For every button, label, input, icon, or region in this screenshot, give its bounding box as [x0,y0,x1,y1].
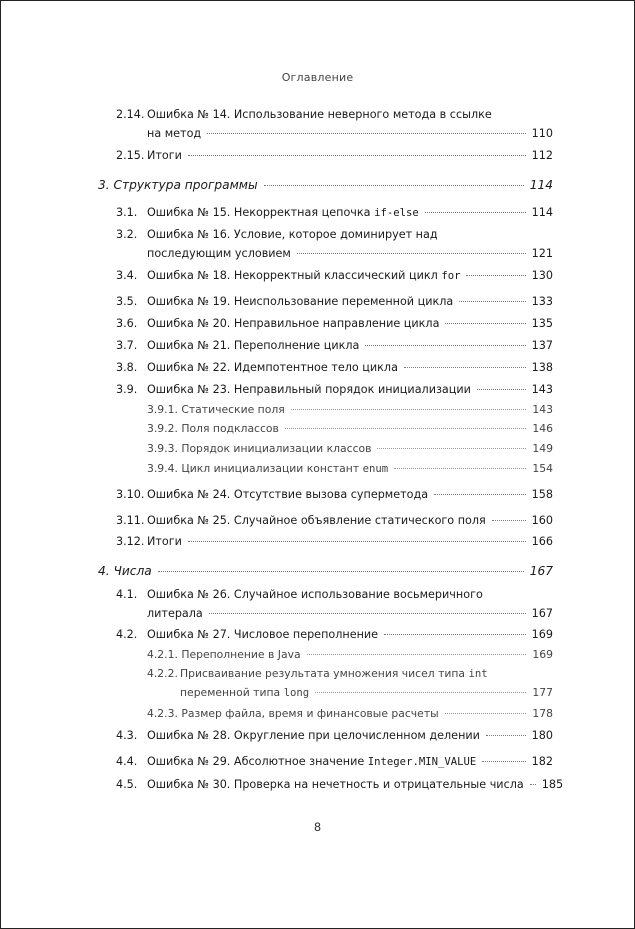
toc-entry-leader-line [147,440,553,457]
dot-leader [264,185,524,186]
toc-entry-title-line [147,226,438,243]
toc-entry-title [147,245,291,262]
toc-entry-title-text: Ошибка № 27. Числовое переполнение [147,628,379,641]
toc-page-number: 114 [531,206,553,219]
dot-leader [207,133,525,134]
toc-entry-number: 4.1. [116,588,138,601]
toc-entry-leader-line [147,381,553,398]
toc-entry-number: 4.3. [116,729,138,742]
toc-entry-number: 3.5. [116,295,138,308]
toc-entry-title-text: 3. Структура программы [98,178,258,192]
toc-entry-number: 3.4. [116,269,138,282]
dot-leader [394,468,526,469]
toc-entry-title [147,381,471,398]
dot-leader [445,713,527,714]
toc-entry-number: 4.4. [116,755,138,768]
toc-page-number: 178 [532,707,553,720]
toc-entry-leader-line [147,626,553,643]
dot-leader [307,654,527,655]
toc-entry-title-text: 4. Числа [98,564,152,578]
toc-entry-leader-line [147,486,553,503]
toc-entry-leader-line [147,401,553,418]
toc-entry-title-text: Ошибка № 23. Неправильный порядок инициализации [147,383,471,396]
toc-page-number: 182 [531,755,553,768]
toc-entry-title-line [147,586,483,603]
toc-entry-leader-line [147,293,553,310]
dot-leader [482,761,525,762]
toc-page-number: 130 [531,269,553,282]
running-header: Оглавление [281,71,354,84]
toc-entry-title-text: 4.2.1. Переполнение в Java [147,648,301,661]
dot-leader [477,389,526,390]
toc-entry-leader-line [147,337,553,354]
toc-entry-title-text: Ошибка № 15. Некорректная цепочка [147,206,375,219]
toc-page-number: 112 [531,149,553,162]
dot-leader [377,448,526,449]
toc-entry-title-text: Ошибка № 21. Переполнение цикла [147,339,360,352]
toc-entry-title [147,315,439,332]
toc-entry-leader-line [147,753,553,771]
toc-page-number: 185 [541,778,564,791]
toc-entry-title [147,727,480,744]
toc-page-number: 167 [531,607,553,620]
toc-entry-title-line [180,665,488,683]
dot-leader [209,613,526,614]
toc-entry-title [147,337,359,354]
toc-entry-leader-line [147,605,553,622]
toc-entry-number: 3.2. [116,228,138,241]
dot-leader [434,494,526,495]
dot-leader [466,275,525,276]
toc-entry-leader-line [147,512,553,529]
toc-entry-number: 2.14. [116,108,145,121]
toc-page-number: 133 [531,295,553,308]
toc-entry-title [147,125,201,142]
dot-leader [404,367,526,368]
toc-entry-title-text: Ошибка № 20. Неправильное направление цикла [147,317,440,330]
toc-entry-title-text: Итоги [147,535,182,548]
toc-entry-number: 3.6. [116,317,138,330]
toc-entry-title [147,420,279,437]
toc-page-number: 180 [531,729,553,742]
toc-entry-title-text: литерала [147,607,203,620]
toc-page-number: 135 [531,317,553,330]
toc-entry-title-text: Итоги [147,149,182,162]
toc-entry-leader-line [147,705,553,722]
toc-page-number: 177 [532,686,553,699]
toc-entry-title-text: Ошибка № 24. Отсутствие вызова суперметода [147,488,429,501]
toc-page-number: 143 [531,383,553,396]
toc-entry-title-text: 4.2.3. Размер файла, время и финансовые расчеты [147,707,439,720]
toc-entry-title [147,147,182,164]
dot-leader [158,571,524,572]
toc-page-number: 138 [531,361,553,374]
toc-entry-title [147,646,301,663]
toc-entry-title: Присваивание результата умножения чисел типа [180,667,469,680]
toc-entry-title-text: Ошибка № 28. Округление при целочисленном делении [147,729,480,742]
toc-entry-title [147,401,285,418]
dot-leader [492,520,526,521]
dot-leader [486,735,526,736]
toc-entry-leader-line [147,204,553,222]
toc-page-number: 110 [531,127,553,140]
toc-entry-title [147,460,388,478]
toc-entry-number: 2.15. [116,149,145,162]
dot-leader [188,541,526,542]
toc-entry-title-text: 3.9.3. Порядок инициализации классов [147,442,372,455]
toc-entry-code: Integer.MIN_VALUE [367,756,477,768]
toc-entry-title-text: на метод [147,127,202,140]
dot-leader [425,212,526,213]
toc-entry-leader-line [147,359,553,376]
toc-entry-leader-line [147,147,553,164]
toc-page-number: 149 [532,442,553,455]
toc-entry-title-text: Ошибка № 29. Абсолютное значение [147,755,368,768]
toc-entry-code: if-else [374,207,419,219]
toc-page-number: 154 [532,462,553,475]
toc-entry-number: 3.12. [116,535,145,548]
toc-entry-leader-line [147,267,553,285]
dot-leader [459,301,525,302]
toc-entry-leader-line [147,315,553,332]
toc-entry-title [180,684,309,702]
toc-entry-title [98,177,258,194]
toc-entry-title [98,563,152,580]
toc-page-number: 169 [531,628,553,641]
dot-leader [365,345,525,346]
toc-entry-title-text: Ошибка № 25. Случайное объявление статического поля [147,514,486,527]
toc-entry-title [147,486,428,503]
toc-entry-title-text: Ошибка № 19. Неиспользование переменной цикла [147,295,454,308]
toc-page-number: 169 [532,648,553,661]
toc-entry-leader-line [147,125,553,142]
toc-entry-title-line [147,106,492,123]
toc-page-number: 167 [529,564,553,578]
toc-entry-title [147,776,524,793]
toc-entry-number: 4.2. [116,628,138,641]
dot-leader [315,692,526,693]
toc-entry-number: 3.9. [116,383,138,396]
toc-entry-leader-line [147,776,564,793]
toc-entry-code: int [468,668,488,680]
toc-entry-title-text: Ошибка № 18. Некорректный классический цикл [147,269,442,282]
toc-entry-title [147,705,439,722]
toc-entry-title: Ошибка № 16. Условие, которое доминирует над [147,228,438,241]
toc-page-number: 166 [531,535,553,548]
toc-entry-number: 3.7. [116,339,138,352]
dot-leader [285,428,526,429]
toc-entry-title-text: 3.9.2. Поля подклассов [147,422,279,435]
toc-page-number: 146 [532,422,553,435]
toc-entry-leader-line [147,533,553,550]
toc-entry-title: Ошибка № 26. Случайное использование восьмеричного [147,588,483,601]
toc-entry-code: for [441,270,461,282]
toc-entry-code: long [283,687,310,699]
toc-entry-leader-line [147,420,553,437]
toc-entry-title [147,753,476,771]
toc-entry-title [147,626,378,643]
toc-entry-leader-line [147,460,553,478]
toc-page-number: 160 [531,514,553,527]
toc-entry-number: 3.1. [116,206,138,219]
toc-entry-leader-line [147,245,553,262]
page-number: 8 [313,820,322,834]
dot-leader [530,784,536,785]
toc-entry-number: 3.11. [116,514,145,527]
toc-entry-code: enum [362,463,389,475]
toc-entry-title [147,359,398,376]
toc-entry-leader-line [180,684,553,702]
toc-entry-title [147,533,182,550]
dot-leader [291,409,527,410]
toc-entry-title [147,512,486,529]
toc-entry-title-text: Ошибка № 22. Идемпотентное тело цикла [147,361,398,374]
toc-entry-number: 4.5. [116,778,138,791]
toc-entry-title-text: Ошибка № 30. Проверка на нечетность и отрицательные числа [147,778,524,791]
toc-entry-title-text: 3.9.1. Статические поля [147,403,285,416]
toc-entry-leader-line [147,727,553,744]
dot-leader [188,155,526,156]
toc-entry-number: 3.8. [116,361,138,374]
toc-entry-title [147,267,460,285]
toc-page-number: 121 [531,247,553,260]
toc-entry-title [147,204,419,222]
toc-entry-title [147,440,371,457]
toc-entry-number: 3.10. [116,488,145,501]
toc-entry-title [147,293,453,310]
dot-leader [445,323,525,324]
toc-page-number: 114 [529,178,553,192]
dot-leader [297,253,526,254]
toc-entry-title-text: последующим условием [147,247,291,260]
toc-entry-title [147,605,203,622]
toc-page-number: 143 [532,403,553,416]
toc-entry-title: Ошибка № 14. Использование неверного метода в ссылке [147,108,492,121]
toc-entry-title-text: 3.9.4. Цикл инициализации констант [147,462,363,475]
toc-entry-leader-line [147,646,553,663]
toc-entry-leader-line [98,563,553,580]
toc-page-number: 158 [531,488,553,501]
toc-entry-leader-line [98,177,553,194]
toc-entry-number: 4.2.2. [147,667,178,680]
dot-leader [384,634,526,635]
toc-entry-title-text: переменной типа [180,686,284,699]
toc-page-number: 137 [531,339,553,352]
